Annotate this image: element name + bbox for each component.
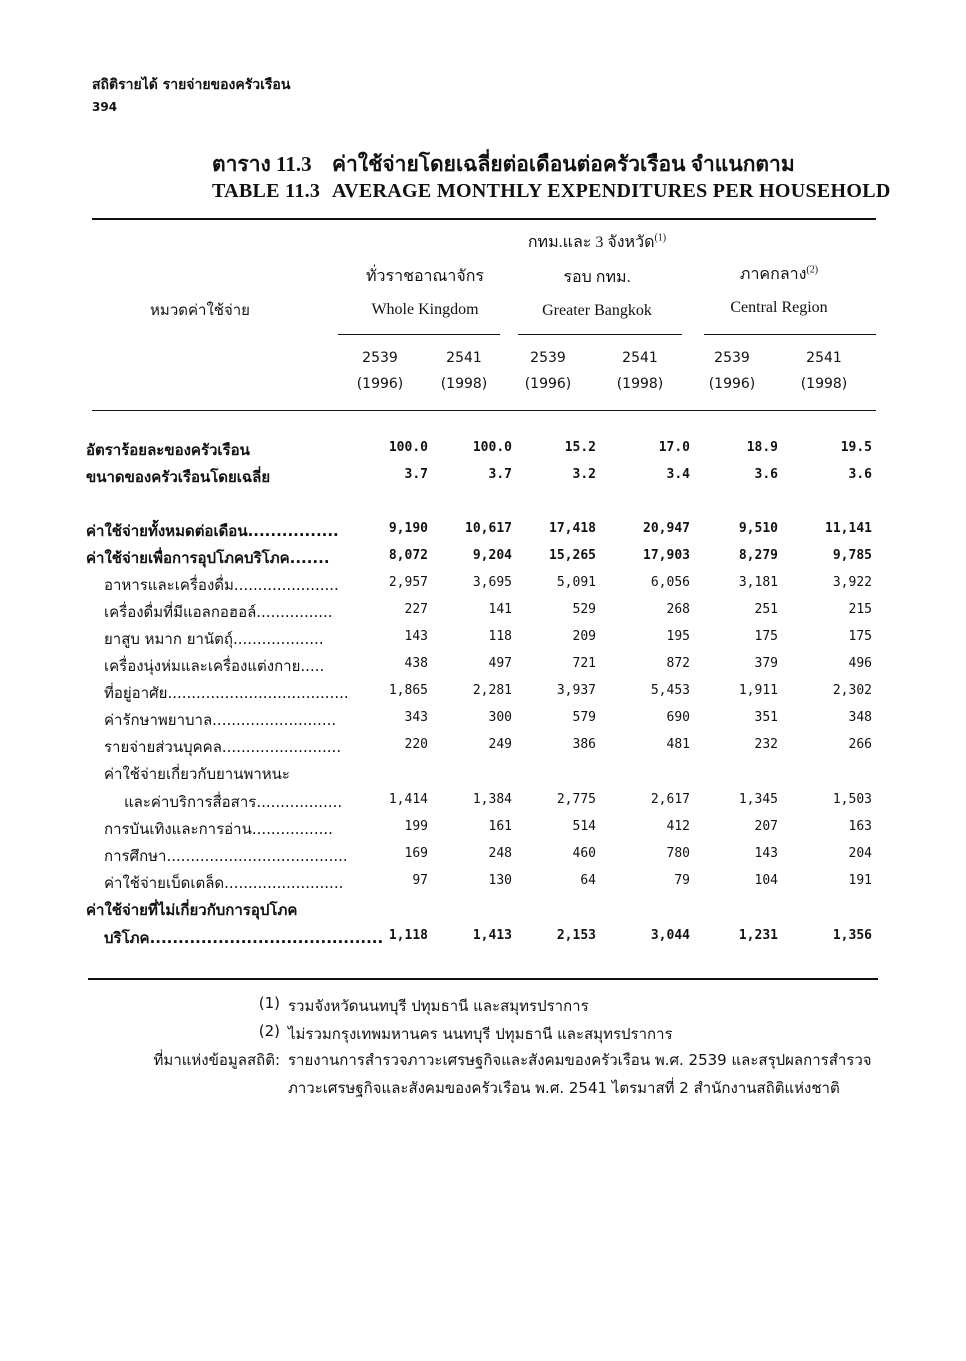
table-title-thai [212, 148, 795, 181]
table-cell: 220 [404, 737, 428, 752]
table-cell: 207 [754, 819, 778, 834]
table-cell: 2,302 [832, 683, 872, 698]
table-cell: 2,617 [650, 792, 690, 807]
row-label: ที่อยู่อาศัย...................................... [104, 684, 349, 702]
table-title-thai-text: ค่าใช้จ่ายโดยเฉลี่ยต่อเดือนต่อครัวเรือน จำแนกตาม [332, 152, 795, 176]
table-cell: 17.0 [658, 440, 690, 455]
table-row [86, 926, 886, 950]
group-rule [704, 334, 876, 335]
table-cell: 79 [674, 873, 690, 888]
table-cell: 1,384 [472, 792, 512, 807]
group-header-whole-kingdom [340, 264, 510, 319]
table-cell: 2,153 [556, 928, 596, 943]
table-cell: 3.4 [666, 467, 690, 482]
table-cell: 209 [572, 629, 596, 644]
category-header: หมวดค่าใช้จ่าย [150, 301, 250, 319]
table-cell: 2,775 [556, 792, 596, 807]
table-cell: 690 [666, 710, 690, 725]
table-cell: 3,922 [832, 575, 872, 590]
table-cell: 1,345 [738, 792, 778, 807]
table-cell: 9,510 [738, 521, 778, 536]
table-cell: 1,118 [388, 928, 428, 943]
table-row [86, 681, 886, 705]
row-label: การบันเทิงและการอ่าน................. [104, 820, 333, 838]
table-cell: 9,204 [472, 548, 512, 563]
table-cell: 3,695 [472, 575, 512, 590]
table-cell: 215 [848, 602, 872, 617]
table-row [86, 465, 886, 489]
table-row [86, 898, 886, 922]
table-cell: 161 [488, 819, 512, 834]
table-cell: 872 [666, 656, 690, 671]
row-label: ค่าใช้จ่ายเบ็ดเตล็ด......................... [104, 874, 344, 892]
row-label: ค่าใช้จ่ายที่ไม่เกี่ยวกับการอุปโภค [86, 901, 298, 919]
table-cell: 191 [848, 873, 872, 888]
table-cell: 6,056 [650, 575, 690, 590]
row-label: การศึกษา...................................... [104, 847, 348, 865]
table-cell: 2,281 [472, 683, 512, 698]
table-cell: 481 [666, 737, 690, 752]
table-cell: 143 [754, 846, 778, 861]
group-header-thai-line2: รอบ กทม. [563, 269, 631, 286]
group-header-central-region [694, 262, 864, 317]
table-number-thai: ตาราง 11.3 [212, 152, 312, 176]
table-row [86, 654, 886, 678]
table-cell: 9,190 [388, 521, 428, 536]
row-label: ค่าใช้จ่ายทั้งหมดต่อเดือน................ [86, 522, 339, 540]
table-cell: 15,265 [549, 548, 596, 563]
table-row [86, 600, 886, 624]
group-header-thai: กทม.และ 3 จังหวัด$^{(1)}$ [527, 232, 667, 251]
page-number: 394 [92, 100, 118, 114]
table-cell: 10,617 [465, 521, 512, 536]
table-cell: 529 [572, 602, 596, 617]
table-cell: 251 [754, 602, 778, 617]
table-row [86, 790, 886, 814]
group-header-english: Whole Kingdom [371, 301, 479, 318]
group-header-greater-bangkok [512, 230, 682, 320]
row-label: เครื่องดื่มที่มีแอลกอฮอล์................ [104, 603, 333, 621]
table-cell: 227 [404, 602, 428, 617]
table-cell: 18.9 [746, 440, 778, 455]
table-cell: 248 [488, 846, 512, 861]
row-label: ค่าใช้จ่ายเกี่ยวกับยานพาหนะ [104, 765, 290, 783]
table-cell: 8,279 [738, 548, 778, 563]
year-header: 2539 (1996) [708, 350, 756, 392]
table-cell: 163 [848, 819, 872, 834]
group-header-english: Central Region [730, 299, 828, 316]
top-rule [92, 218, 876, 220]
table-cell: 175 [754, 629, 778, 644]
table-cell: 1,911 [738, 683, 778, 698]
table-row [86, 871, 886, 895]
table-cell: 3.6 [754, 467, 778, 482]
table-cell: 348 [848, 710, 872, 725]
table-cell: 268 [666, 602, 690, 617]
table-cell: 379 [754, 656, 778, 671]
table-cell: 412 [666, 819, 690, 834]
table-cell: 175 [848, 629, 872, 644]
table-title-english-text: AVERAGE MONTHLY EXPENDITURES PER HOUSEHOLD [332, 180, 891, 202]
footnote-marker: (2) [806, 264, 819, 276]
table-cell: 300 [488, 710, 512, 725]
row-label: บริโภค......................................... [104, 929, 384, 947]
row-label: อัตราร้อยละของครัวเรือน [86, 441, 250, 459]
table-cell: 15.2 [564, 440, 596, 455]
table-cell: 266 [848, 737, 872, 752]
row-label: ค่ารักษาพยาบาล.......................... [104, 711, 337, 729]
row-label: เครื่องนุ่งห่มและเครื่องแต่งกาย..... [104, 657, 325, 675]
table-cell: 118 [488, 629, 512, 644]
group-rule [338, 334, 500, 335]
table-cell: 1,865 [388, 683, 428, 698]
table-cell: 3.6 [848, 467, 872, 482]
table-cell: 17,903 [643, 548, 690, 563]
table-cell: 5,091 [556, 575, 596, 590]
group-header-thai: ภาคกลาง$^{(2)}$ [739, 264, 819, 283]
row-label: ค่าใช้จ่ายเพื่อการอุปโภคบริโภค....... [86, 549, 330, 567]
table-cell: 9,785 [832, 548, 872, 563]
table-cell: 386 [572, 737, 596, 752]
group-header-english: Greater Bangkok [542, 302, 652, 319]
table-cell: 579 [572, 710, 596, 725]
table-cell: 2,957 [388, 575, 428, 590]
running-head: สถิติรายได้ รายจ่ายของครัวเรือน [92, 77, 291, 93]
table-cell: 64 [580, 873, 596, 888]
table-row [86, 735, 886, 759]
table-cell: 496 [848, 656, 872, 671]
year-header: 2541 (1998) [616, 350, 664, 392]
year-header: 2539 (1996) [524, 350, 572, 392]
group-rule [518, 334, 682, 335]
table-cell: 204 [848, 846, 872, 861]
table-cell: 3,181 [738, 575, 778, 590]
table-cell: 100.0 [388, 440, 428, 455]
table-cell: 1,414 [388, 792, 428, 807]
table-cell: 100.0 [472, 440, 512, 455]
row-label: ขนาดของครัวเรือนโดยเฉลี่ย [86, 468, 271, 486]
year-header: 2541 (1998) [440, 350, 488, 392]
table-cell: 438 [404, 656, 428, 671]
table-row [86, 627, 886, 651]
table-cell: 20,947 [643, 521, 690, 536]
table-cell: 232 [754, 737, 778, 752]
table-cell: 1,356 [832, 928, 872, 943]
table-row [86, 844, 886, 868]
row-label: ยาสูบ หมาก ยานัตถุ์................... [104, 630, 324, 648]
table-cell: 343 [404, 710, 428, 725]
table-cell: 3.2 [572, 467, 596, 482]
table-cell: 17,418 [549, 521, 596, 536]
table-number-english: TABLE 11.3 [212, 180, 321, 202]
table-cell: 3,937 [556, 683, 596, 698]
table-cell: 5,453 [650, 683, 690, 698]
table-cell: 19.5 [840, 440, 872, 455]
table-cell: 1,503 [832, 792, 872, 807]
table-cell: 1,231 [738, 928, 778, 943]
table-cell: 8,072 [388, 548, 428, 563]
row-label: และค่าบริการสื่อสาร.................. [124, 793, 343, 811]
table-cell: 169 [404, 846, 428, 861]
bottom-rule [88, 978, 878, 980]
table-title-english [212, 180, 891, 203]
table-cell: 97 [412, 873, 428, 888]
year-header: 2541 (1998) [800, 350, 848, 392]
footnote-marker: (1) [654, 232, 667, 244]
table-cell: 199 [404, 819, 428, 834]
table-cell: 460 [572, 846, 596, 861]
year-header: 2539 (1996) [356, 350, 404, 392]
table-cell: 351 [754, 710, 778, 725]
table-cell: 497 [488, 656, 512, 671]
table-row [86, 546, 886, 570]
row-label: อาหารและเครื่องดื่ม...................... [104, 576, 339, 594]
table-cell: 130 [488, 873, 512, 888]
table-row [86, 573, 886, 597]
table-cell: 514 [572, 819, 596, 834]
table-cell: 143 [404, 629, 428, 644]
table-row [86, 762, 886, 786]
table-cell: 11,141 [825, 521, 872, 536]
table-cell: 721 [572, 656, 596, 671]
table-row [86, 817, 886, 841]
row-label: รายจ่ายส่วนบุคคล......................... [104, 738, 342, 756]
table-cell: 1,413 [472, 928, 512, 943]
group-header-thai: ทั่วราชอาณาจักร [365, 268, 485, 285]
table-cell: 141 [488, 602, 512, 617]
table-cell: 3,044 [650, 928, 690, 943]
table-row [86, 519, 886, 543]
table-cell: 3.7 [488, 467, 512, 482]
table-cell: 195 [666, 629, 690, 644]
table-cell: 249 [488, 737, 512, 752]
table-cell: 3.7 [404, 467, 428, 482]
table-row [86, 438, 886, 462]
table-cell: 104 [754, 873, 778, 888]
table-row [86, 708, 886, 732]
header-bottom-rule [92, 410, 876, 411]
table-cell: 780 [666, 846, 690, 861]
